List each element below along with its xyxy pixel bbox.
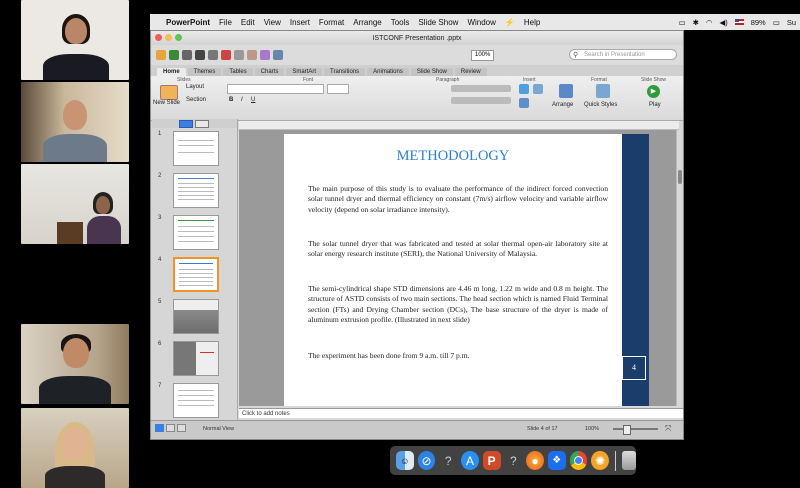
slide-paragraph-2[interactable]: The solar tunnel dryer that was fabricated and tested at solar thermal open-air laboratory site at solar energy research institute (SERI), the National University of Malaysia. [308, 239, 608, 259]
shape-icon[interactable] [519, 98, 529, 108]
menu-slide-show[interactable]: Slide Show [418, 17, 459, 27]
new-slide-button[interactable]: New Slide [153, 100, 181, 106]
participant-tile-3[interactable] [21, 164, 129, 244]
slide-thumbnail-6[interactable] [154, 341, 234, 379]
outline-view-tab[interactable] [195, 120, 209, 128]
group-slides: Slides [177, 77, 191, 83]
standard-toolbar [151, 45, 683, 65]
menu-app-name[interactable]: PowerPoint [166, 17, 211, 27]
video-strip [0, 0, 150, 488]
tab-themes[interactable]: Themes [188, 68, 222, 76]
current-slide[interactable] [284, 134, 649, 406]
wifi-icon[interactable]: ◠ [705, 17, 713, 27]
group-slideshow: Slide Show [641, 77, 667, 83]
close-icon[interactable] [155, 34, 162, 41]
group-paragraph: Paragraph [436, 77, 460, 83]
slide-title[interactable]: METHODOLOGY [396, 148, 510, 164]
participant-tile-4[interactable] [21, 324, 129, 404]
italic-button[interactable]: I [241, 97, 243, 103]
script-icon[interactable]: ⚡ [504, 17, 515, 27]
mac-menubar [150, 14, 800, 30]
vertical-scrollbar[interactable] [676, 130, 683, 406]
bullets-icon[interactable] [451, 85, 511, 92]
tab-animations[interactable]: Animations [367, 68, 409, 76]
zoom-slider[interactable] [613, 428, 658, 430]
powerpoint-window [150, 30, 684, 440]
firefox-icon[interactable]: ● [526, 451, 544, 470]
chrome-icon[interactable] [570, 451, 588, 470]
notes-pane[interactable] [239, 408, 683, 418]
menu-tools[interactable]: Tools [390, 17, 410, 27]
window-title: ISTCONF Presentation .pptx [372, 34, 462, 42]
thumbnail-view-tab[interactable] [179, 120, 193, 128]
screen-icon[interactable]: ▭ [678, 17, 686, 27]
battery-percent[interactable]: 89% [750, 17, 766, 27]
group-format: Format [591, 77, 607, 83]
play-icon[interactable]: ▶ [647, 85, 660, 98]
new-file-icon[interactable] [156, 50, 166, 60]
zoom-select[interactable]: 100% [471, 50, 494, 61]
window-titlebar [151, 31, 683, 45]
horizontal-ruler [239, 121, 679, 130]
underline-button[interactable]: U [251, 97, 256, 103]
question-icon-2[interactable]: ? [510, 453, 517, 468]
menu-insert[interactable]: Insert [289, 17, 310, 27]
menu-arrange[interactable]: Arrange [353, 17, 382, 27]
thumbnail-number: 7 [158, 383, 162, 389]
cut-icon[interactable] [221, 50, 231, 60]
appstore-icon[interactable]: A [461, 451, 479, 470]
tab-slide-show[interactable]: Slide Show [411, 68, 453, 76]
finder-icon[interactable]: ☺ [396, 451, 414, 470]
safari-icon[interactable]: ⊘ [418, 451, 436, 470]
slide-thumbnail-7[interactable] [154, 383, 234, 421]
quick-styles-icon[interactable] [596, 84, 610, 98]
picture-icon[interactable] [533, 84, 543, 94]
tab-smartart[interactable]: SmartArt [286, 68, 322, 76]
search-placeholder: Search in Presentation [584, 52, 645, 58]
slide-thumbnail-1[interactable] [154, 131, 234, 169]
font-name-field[interactable] [227, 84, 324, 94]
font-size-field[interactable] [327, 84, 349, 94]
slide-thumbnail-2[interactable] [154, 173, 234, 211]
paste-icon[interactable] [247, 50, 257, 60]
group-font: Font [303, 77, 314, 83]
fit-window-icon[interactable]: ⤧ [665, 424, 672, 433]
menu-format[interactable]: Format [318, 17, 345, 27]
normal-view-icon[interactable] [155, 424, 164, 432]
battery-icon[interactable]: ▭ [772, 17, 780, 27]
sun-icon[interactable]: ✺ [591, 451, 609, 470]
us-flag-icon[interactable] [735, 19, 744, 25]
tab-charts[interactable]: Charts [255, 68, 285, 76]
minimize-icon[interactable] [165, 34, 172, 41]
thumbnail-number: 5 [158, 299, 162, 305]
tab-home[interactable]: Home [157, 68, 186, 76]
copy-icon[interactable] [234, 50, 244, 60]
format-painter-icon[interactable] [260, 50, 270, 60]
zoom-percent: 100% [585, 426, 600, 432]
thumbnail-number: 2 [158, 173, 162, 179]
menu-window[interactable]: Window [467, 17, 496, 27]
slideshow-view-icon[interactable] [177, 424, 186, 432]
thumbnail-number: 1 [158, 131, 162, 137]
participant-tile-5[interactable] [21, 408, 129, 488]
user-name[interactable]: Su [786, 17, 796, 27]
bold-button[interactable]: B [229, 97, 234, 103]
align-icon[interactable] [451, 97, 511, 104]
slide-paragraph-4[interactable]: The experiment has been done from 9 a.m. till 7 p.m. [308, 351, 470, 360]
thumbnail-number: 6 [158, 341, 162, 347]
slide-thumbnails-pane [152, 119, 238, 427]
slide-thumbnail-4[interactable] [154, 257, 234, 295]
view-label: Normal View [203, 426, 235, 432]
view-buttons [155, 424, 186, 432]
slide-paragraph-3[interactable]: The semi-cylindrical shape STD dimensions are 4.46 m long, 1.22 m wide and 0.8 m height. The structure of ASTD consists of two main sections. The head section which is named Fluid Terminal section (FTs) and Drying Chamber section (DCs), The base structure of the dryer is made of aluminum extrusion profile. (Illustrated in next slide) [308, 284, 608, 325]
status-bar [151, 420, 683, 439]
thumbnail-number: 4 [158, 257, 162, 263]
section-button[interactable]: Section [186, 97, 207, 103]
group-insert: Insert [523, 77, 536, 83]
templates-icon[interactable] [169, 50, 179, 60]
ribbon [151, 76, 683, 121]
thumbnail-number: 3 [158, 215, 162, 221]
print-icon[interactable] [208, 50, 218, 60]
search-input[interactable] [569, 49, 677, 60]
slide-paragraph-1[interactable]: The main purpose of this study is to evaluate the performance of the indirect forced convection solar tunnel dryer and thermal efficiency on constant (7m/s) airflow velocity and variable airflow velocity (depend on solar irradiance intensity). [308, 184, 608, 214]
tab-review[interactable]: Review [455, 68, 487, 76]
volume-icon[interactable]: ◀) [719, 17, 728, 27]
question-icon[interactable]: ? [444, 453, 452, 468]
text-box-icon[interactable] [519, 84, 529, 94]
bluetooth-icon[interactable]: ✱ [692, 17, 699, 27]
open-icon[interactable] [182, 50, 192, 60]
slide-number-box: 4 [622, 356, 646, 380]
participant-tile-1[interactable] [21, 0, 129, 80]
mac-dock [390, 446, 636, 475]
save-icon[interactable] [195, 50, 205, 60]
arrange-icon[interactable] [559, 84, 573, 98]
quick-styles-button[interactable]: Quick Styles [584, 102, 618, 108]
ribbon-tabs [151, 65, 683, 76]
arrange-button[interactable]: Arrange [552, 102, 574, 108]
layout-button[interactable]: Layout [186, 84, 205, 90]
powerpoint-icon[interactable]: P [483, 451, 501, 470]
trash-icon[interactable] [622, 451, 636, 470]
dropbox-icon[interactable]: ❖ [548, 451, 566, 470]
slide-thumbnail-5[interactable] [154, 299, 234, 337]
slide-sorter-icon[interactable] [166, 424, 175, 432]
new-slide-icon[interactable] [160, 85, 178, 100]
search-icon: ⚲ [573, 52, 579, 59]
slide-thumbnail-3[interactable] [154, 215, 234, 253]
menu-file[interactable]: File [219, 17, 232, 27]
tab-transitions[interactable]: Transitions [324, 68, 365, 76]
slide-editing-area [239, 130, 679, 406]
menu-view[interactable]: View [263, 17, 281, 27]
tab-tables[interactable]: Tables [223, 68, 252, 76]
maximize-icon[interactable] [175, 34, 182, 41]
slide-position: Slide 4 of 17 [527, 426, 558, 432]
menu-help[interactable]: Help [523, 17, 541, 27]
menu-edit[interactable]: Edit [240, 17, 255, 27]
notes-placeholder: Click to add notes [242, 411, 290, 417]
participant-tile-2[interactable] [21, 82, 129, 162]
play-button[interactable]: Play [649, 102, 661, 108]
undo-icon[interactable] [273, 50, 283, 60]
